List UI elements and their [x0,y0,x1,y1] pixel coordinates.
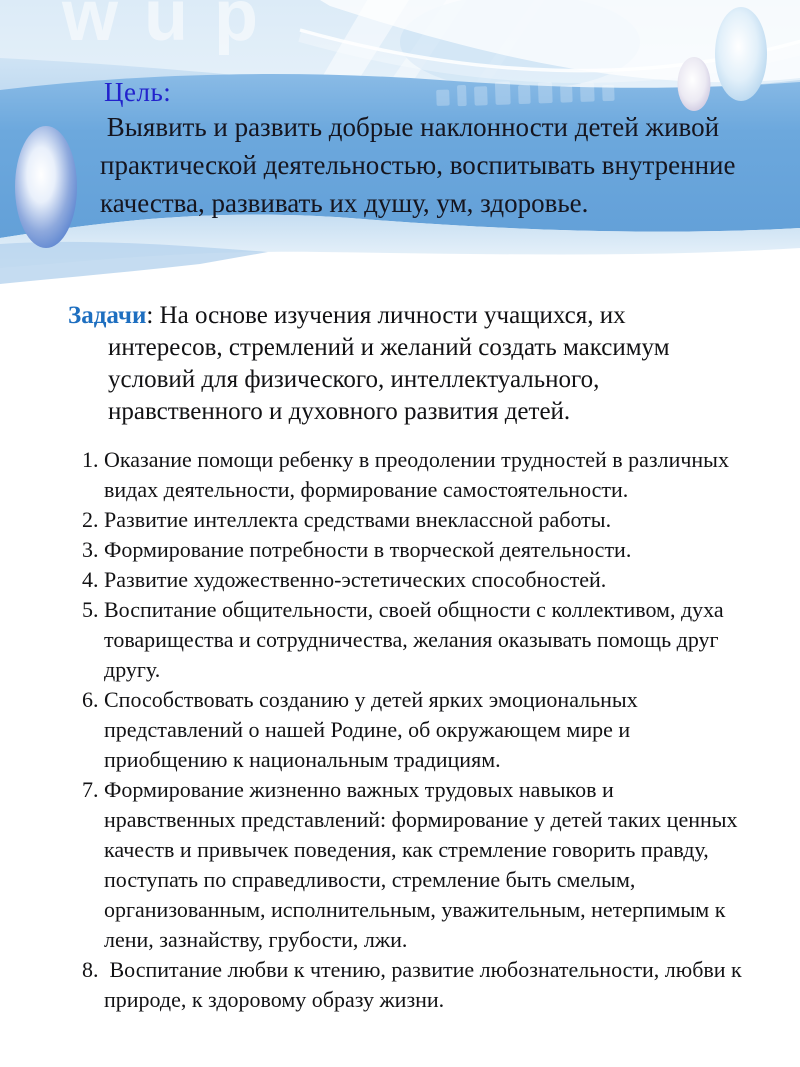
task-item: 2. Развитие интеллекта средствами внеклассной работы. [104,505,748,535]
task-list [0,445,748,1015]
task-item: 1. Оказание помощи ребенку в преодолении трудностей в различных видах деятельности, формирование самостоятельности. [104,445,748,505]
task-item: 5. Воспитание общительности, своей общности с коллективом, духа товарищества и сотрудничества, желания оказывать помощь друг другу. [104,595,748,685]
goal-text: Выявить и развить добрые наклонности детей живой практической деятельностью, воспитывать внутренние качества, развивать их душу, ум, здоровье. [100,112,743,218]
task-item: 3. Формирование потребности в творческой деятельности. [104,535,748,565]
orb-right-large [715,7,767,101]
tasks-heading: Задачи [68,302,147,329]
task-item: 7. Формирование жизненно важных трудовых навыков и нравственных представлений: формирование у детей таких ценных качеств и привычек поведения, как стремление говорить правду, поступать по справедливости, стремление быть смелым, организованным, исполнительным, уважительным, нетерпимым к лени, зазнайству, грубости, лжи. [104,775,748,955]
task-item: 6. Способствовать созданию у детей ярких эмоциональных представлений о нашей Родине, об окружающем мире и приобщению к национальным традициям. [104,685,748,775]
orb-right-small [678,57,711,111]
task-item: 8. Воспитание любви к чтению, развитие любознательности, любви к природе, к здоровому образу жизни. [104,955,748,1015]
tasks-intro-text: : На основе изучения личности учащихся, их интересов, стремлений и желаний создать максимум условий для физического, интеллектуального, нравственного и духовного развития детей. [108,302,670,425]
goal-heading: Цель: [104,77,172,107]
task-item: 4. Развитие художественно-эстетических способностей. [104,565,748,595]
tasks-intro [68,300,712,428]
orb-left [15,126,77,248]
watermark-text: wup [62,0,284,56]
